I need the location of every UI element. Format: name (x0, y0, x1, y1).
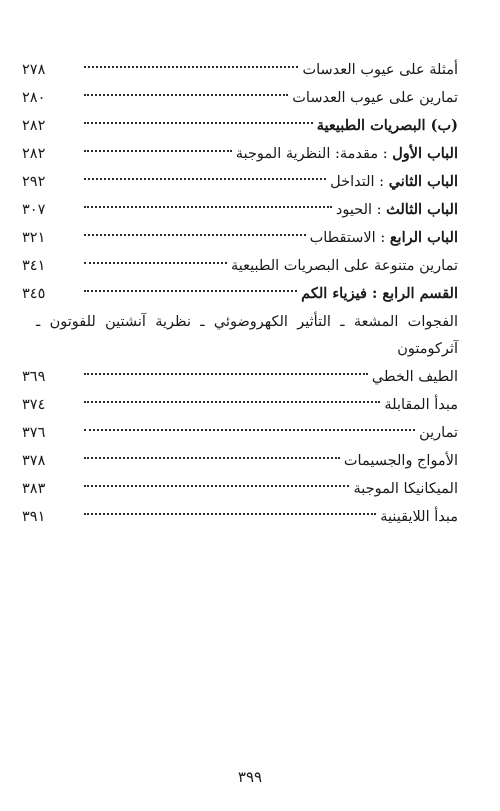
toc-entry-page: ٢٨٢ (22, 146, 46, 162)
toc-entry-title: الأمواج والجسيمات (343, 453, 458, 469)
toc-entry-title: تمارين على عيوب العدسات (292, 90, 458, 106)
toc-entry-title (310, 224, 458, 252)
chapter-title: : مقدمة: النظرية الموجبة (235, 146, 393, 162)
dot-leader (84, 457, 340, 459)
toc-entry-title: الطيف الخطي (371, 369, 458, 385)
dot-leader (84, 262, 227, 264)
toc-entry-page: ٣٢١ (22, 230, 46, 246)
dot-leader (84, 66, 298, 68)
toc-entry (22, 419, 458, 447)
toc-section-heading (22, 280, 458, 308)
toc-entry-title: مبدأ المقابلة (384, 397, 458, 413)
chapter-label: الباب الثاني (388, 173, 458, 190)
toc-entry (22, 475, 458, 503)
toc-chapter-entry (22, 196, 458, 224)
toc-entry-title: القسم الرابع : فيزياء الكم (301, 285, 458, 302)
chapter-title: : الحيود (335, 202, 387, 218)
toc-entry-title: الميكانيكا الموجبة (353, 481, 458, 497)
table-of-contents (22, 56, 458, 531)
chapter-title: : الاستقطاب (309, 230, 390, 246)
toc-wrapped-entry: الفجوات المشعة ـ التأثير الكهروضوئي ـ نظرية آنشتين للفوتون ـ آثركومتون (36, 314, 458, 357)
dot-leader (84, 150, 232, 152)
toc-entry-title: تمارين متنوعة على البصريات الطبيعية (230, 258, 458, 274)
toc-entry-title (236, 140, 458, 168)
toc-section-heading (22, 112, 458, 140)
dot-leader (84, 178, 326, 180)
dot-leader (84, 513, 376, 515)
toc-entry-title: تمارين (419, 425, 458, 441)
toc-entry-title: (ب) البصريات الطبيعية (316, 117, 458, 134)
toc-entry-title: أمثلة على عيوب العدسات (302, 62, 458, 78)
chapter-label: الباب الرابع (389, 229, 458, 246)
toc-chapter-entry (22, 168, 458, 196)
chapter-label: الباب الثالث (386, 201, 458, 218)
toc-entry (22, 84, 458, 112)
toc-entry-page: ٣٤١ (22, 258, 46, 274)
toc-entry (22, 56, 458, 84)
toc-entry-page: ٣٨٣ (22, 481, 46, 497)
toc-entry (22, 252, 458, 280)
dot-leader (84, 373, 368, 375)
toc-entry-page: ٣٠٧ (22, 202, 46, 218)
chapter-title: : التداخل (330, 174, 389, 190)
toc-entry (22, 447, 458, 475)
chapter-label: الباب الأول (392, 145, 458, 162)
toc-entry-page: ٢٨٢ (22, 118, 46, 134)
dot-leader (84, 429, 415, 431)
toc-entry-title (330, 168, 458, 196)
toc-entry-title: مبدأ اللايقينية (380, 509, 458, 525)
toc-entry-page: ٣٧٦ (22, 425, 46, 441)
toc-chapter-entry (22, 224, 458, 252)
toc-entry-page: ٢٨٠ (22, 90, 46, 106)
dot-leader (84, 206, 332, 208)
page-number: ٣٩٩ (237, 768, 263, 786)
toc-entry (22, 363, 458, 391)
dot-leader (84, 290, 297, 292)
dot-leader (84, 94, 288, 96)
dot-leader (84, 485, 349, 487)
dot-leader (84, 122, 313, 124)
toc-entry-page: ٢٩٢ (22, 174, 46, 190)
toc-entry (22, 391, 458, 419)
toc-entry-title (336, 196, 458, 224)
toc-entry-page: ٣٦٩ (22, 369, 46, 385)
toc-entry (22, 503, 458, 531)
toc-entry-page: ٢٧٨ (22, 62, 46, 78)
dot-leader (84, 234, 306, 236)
toc-entry-page: ٣٩١ (22, 509, 46, 525)
toc-entry-page: ٣٧٨ (22, 453, 46, 469)
toc-entry-page: ٣٤٥ (22, 286, 46, 302)
toc-entry-page: ٣٧٤ (22, 397, 46, 413)
dot-leader (84, 401, 380, 403)
toc-chapter-entry (22, 140, 458, 168)
